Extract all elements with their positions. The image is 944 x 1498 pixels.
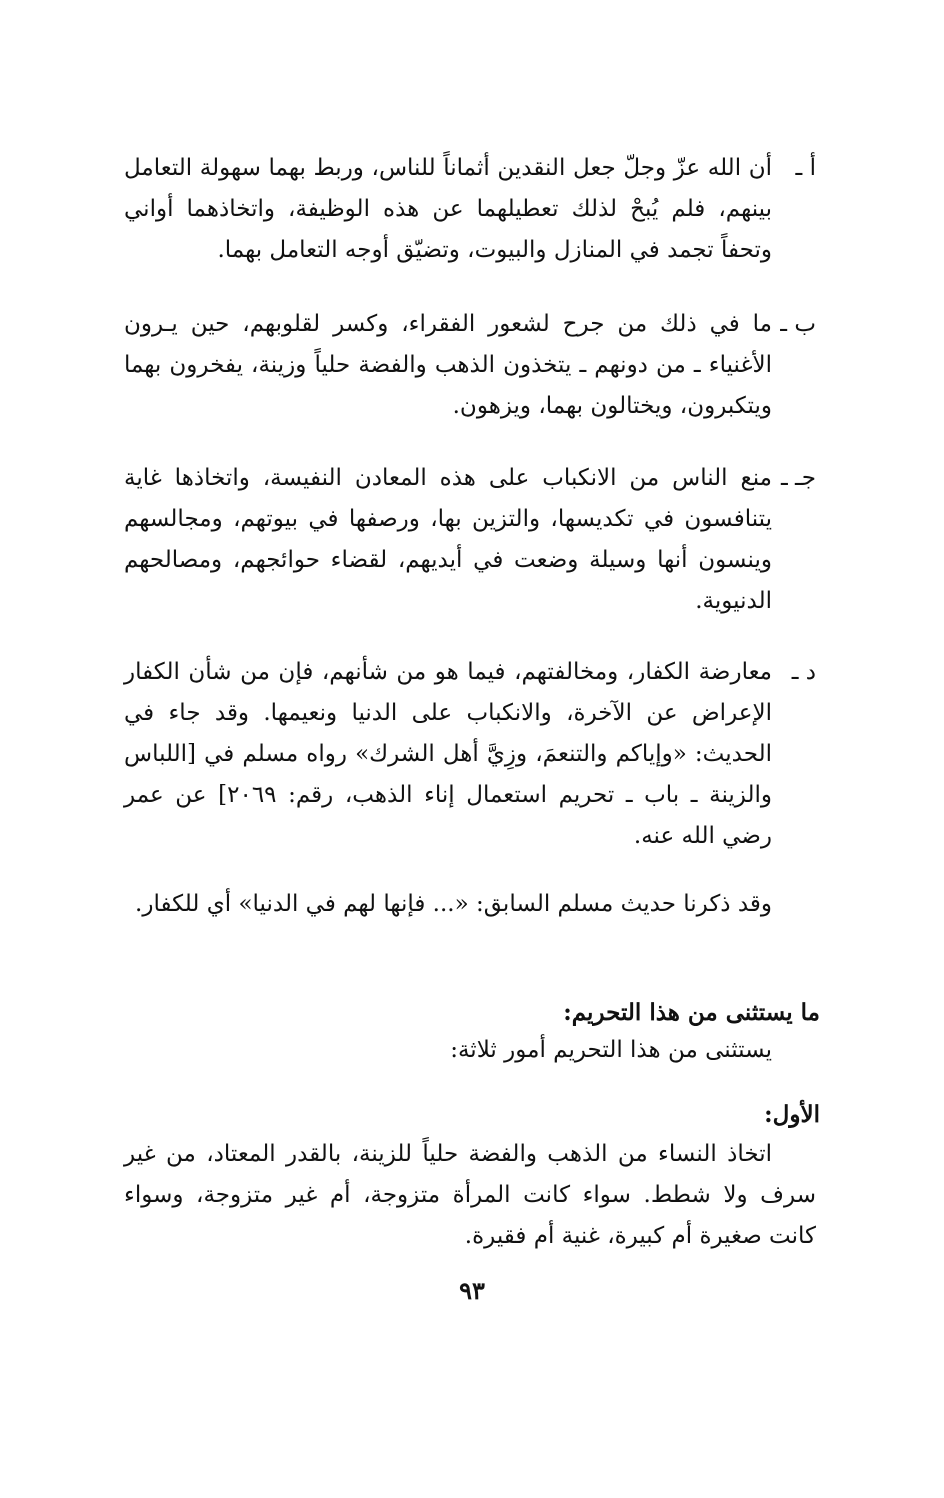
list-item-text: منع الناس من الانكباب على هذه المعادن النفيسة، واتخاذها غاية يتنافسون في تكديسها، والتزين بها، ورصفها في بيوتهم، ومجالسهم وينسون أنها وسيلة وضعت في أيديهم، لقضاء حوائجهم، ومصالحهم الدنيوية. [124,465,772,614]
list-item-alif [124,148,816,271]
list-item-ba [124,304,816,427]
list-item-dal [124,652,816,857]
body-paragraph: اتخاذ النساء من الذهب والفضة حلياً للزينة، بالقدر المعتاد، من غير سرف ولا شطط. سواء كانت المرأة متزوجة، أم غير متزوجة، وسواء كانت صغيرة أم كبيرة، غنية أم فقيرة. [124,1141,816,1249]
list-marker: جـ ـ [780,465,816,491]
section-heading: ما يستثنى من هذا التحريم: [563,999,820,1026]
list-marker: أ ـ [795,155,816,181]
list-item-jim [124,458,816,622]
note-paragraph: وقد ذكرنا حديث مسلم السابق: «... فإنها لهم في الدنيا» أي للكفار. [135,891,772,917]
subsection-heading: الأول: [764,1101,820,1128]
section-intro: يستثنى من هذا التحريم أمور ثلاثة: [450,1037,772,1063]
list-item-text: معارضة الكفار، ومخالفتهم، فيما هو من شأنهم، فإن من شأن الكفار الإعراض عن الآخرة، والانكباب على الدنيا ونعيمها. وقد جاء في الحديث: «وإياكم والتنعمَ، وزِيَّ أهل الشرك» رواه مسلم في [اللباس والزينة ـ باب ـ تحريم استعمال إناء الذهب، رقم: ٢٠٦٩] عن عمر رضي الله عنه. [124,659,772,849]
list-item-text: أن الله عزّ وجلّ جعل النقدين أثماناً للناس، وربط بهما سهولة التعامل بينهم، فلم يُبحْ لذلك تعطيلهما عن هذه الوظيفة، واتخاذهما أواني وتحفاً تجمد في المنازل والبيوت، وتضيّق أوجه التعامل بهما. [124,155,772,263]
list-marker: د ـ [791,659,816,685]
list-marker: ب ـ [780,311,816,337]
list-item-text: ما في ذلك من جرح لشعور الفقراء، وكسر لقلوبهم، حين يـرون الأغنياء ـ من دونهم ـ يتخذون الذهب والفضة حلياً وزينة، يفخرون بهما ويتكبرون، ويختالون بهما، ويزهون. [124,311,772,419]
page-number: ٩٣ [459,1276,485,1305]
